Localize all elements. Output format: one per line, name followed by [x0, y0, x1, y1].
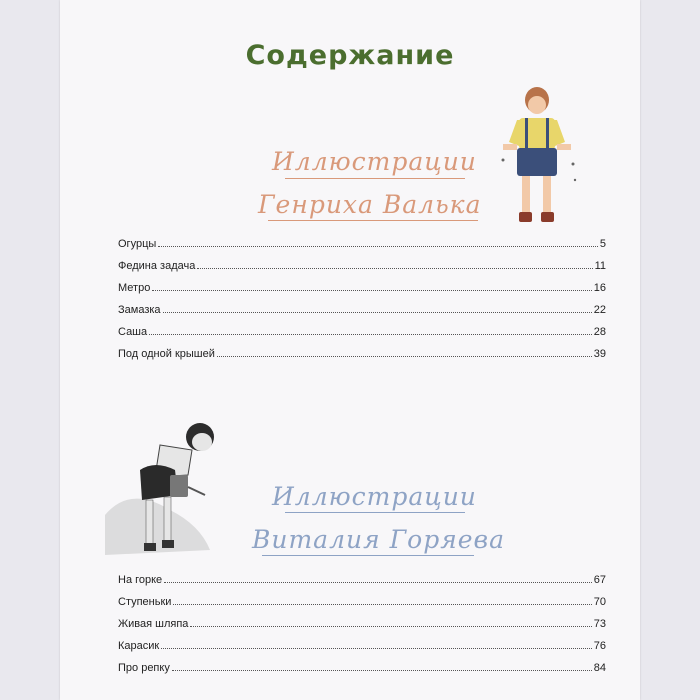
toc-entry[interactable] — [118, 232, 606, 250]
toc-entry-page: 11 — [594, 260, 606, 272]
dot-leader — [217, 356, 592, 357]
toc-entry-title: Карасик — [118, 640, 160, 652]
illustrator2-line1: Иллюстрации — [272, 482, 477, 511]
dot-leader — [190, 626, 591, 627]
dot-leader — [149, 334, 592, 335]
dot-leader — [152, 290, 591, 291]
toc-entry-title: Замазка — [118, 304, 161, 316]
dot-leader — [164, 582, 592, 583]
illustrator2-underline — [285, 512, 465, 513]
illustrator1-line1: Иллюстрации — [272, 147, 477, 176]
dot-leader — [172, 670, 592, 671]
dot-leader — [197, 268, 592, 269]
toc-entry-page: 22 — [593, 304, 606, 316]
toc-entry-title: Саша — [118, 326, 148, 338]
toc-entry-page: 5 — [599, 238, 606, 250]
toc-entry-title: Живая шляпа — [118, 618, 189, 630]
dot-leader — [158, 246, 598, 247]
illustrator1-line2: Генриха Валька — [258, 190, 482, 219]
toc-entry[interactable] — [118, 254, 606, 272]
toc-entry[interactable] — [118, 320, 606, 338]
illustrator1-underline — [285, 178, 465, 179]
toc-entry[interactable] — [118, 276, 606, 294]
illustrator1-underline2 — [268, 220, 478, 221]
toc-entry[interactable] — [118, 656, 606, 674]
toc-entry-page: 39 — [593, 348, 606, 360]
toc-entry-page: 16 — [593, 282, 606, 294]
toc-entry[interactable] — [118, 342, 606, 360]
dot-leader — [161, 648, 592, 649]
toc-entry[interactable] — [118, 612, 606, 630]
dot-leader — [173, 604, 591, 605]
toc-entry-page: 84 — [593, 662, 606, 674]
illustrator2-underline2 — [262, 555, 474, 556]
toc-entry-title: Ступеньки — [118, 596, 172, 608]
toc-entry-page: 28 — [593, 326, 606, 338]
illustrator2-line2: Виталия Горяева — [252, 525, 506, 554]
toc-entry-title: Метро — [118, 282, 151, 294]
toc-entry-page: 76 — [593, 640, 606, 652]
toc-entry-title: Под одной крышей — [118, 348, 215, 360]
toc-entry[interactable] — [118, 298, 606, 316]
toc-entry[interactable] — [118, 634, 606, 652]
toc-entry-title: Федина задача — [118, 260, 196, 272]
toc-entry-title: Про репку — [118, 662, 170, 674]
toc-entry[interactable] — [118, 568, 606, 586]
toc-entry-title: На горке — [118, 574, 163, 586]
toc-entry-page: 73 — [593, 618, 606, 630]
toc-entry[interactable] — [118, 590, 606, 608]
page-title: Содержание — [245, 40, 455, 71]
toc-entry-title: Огурцы — [118, 238, 157, 250]
boy-illustration-1 — [495, 80, 585, 230]
toc-entry-page: 67 — [593, 574, 606, 586]
toc-entry-page: 70 — [593, 596, 606, 608]
dot-leader — [163, 312, 592, 313]
boy-illustration-2 — [100, 415, 225, 565]
